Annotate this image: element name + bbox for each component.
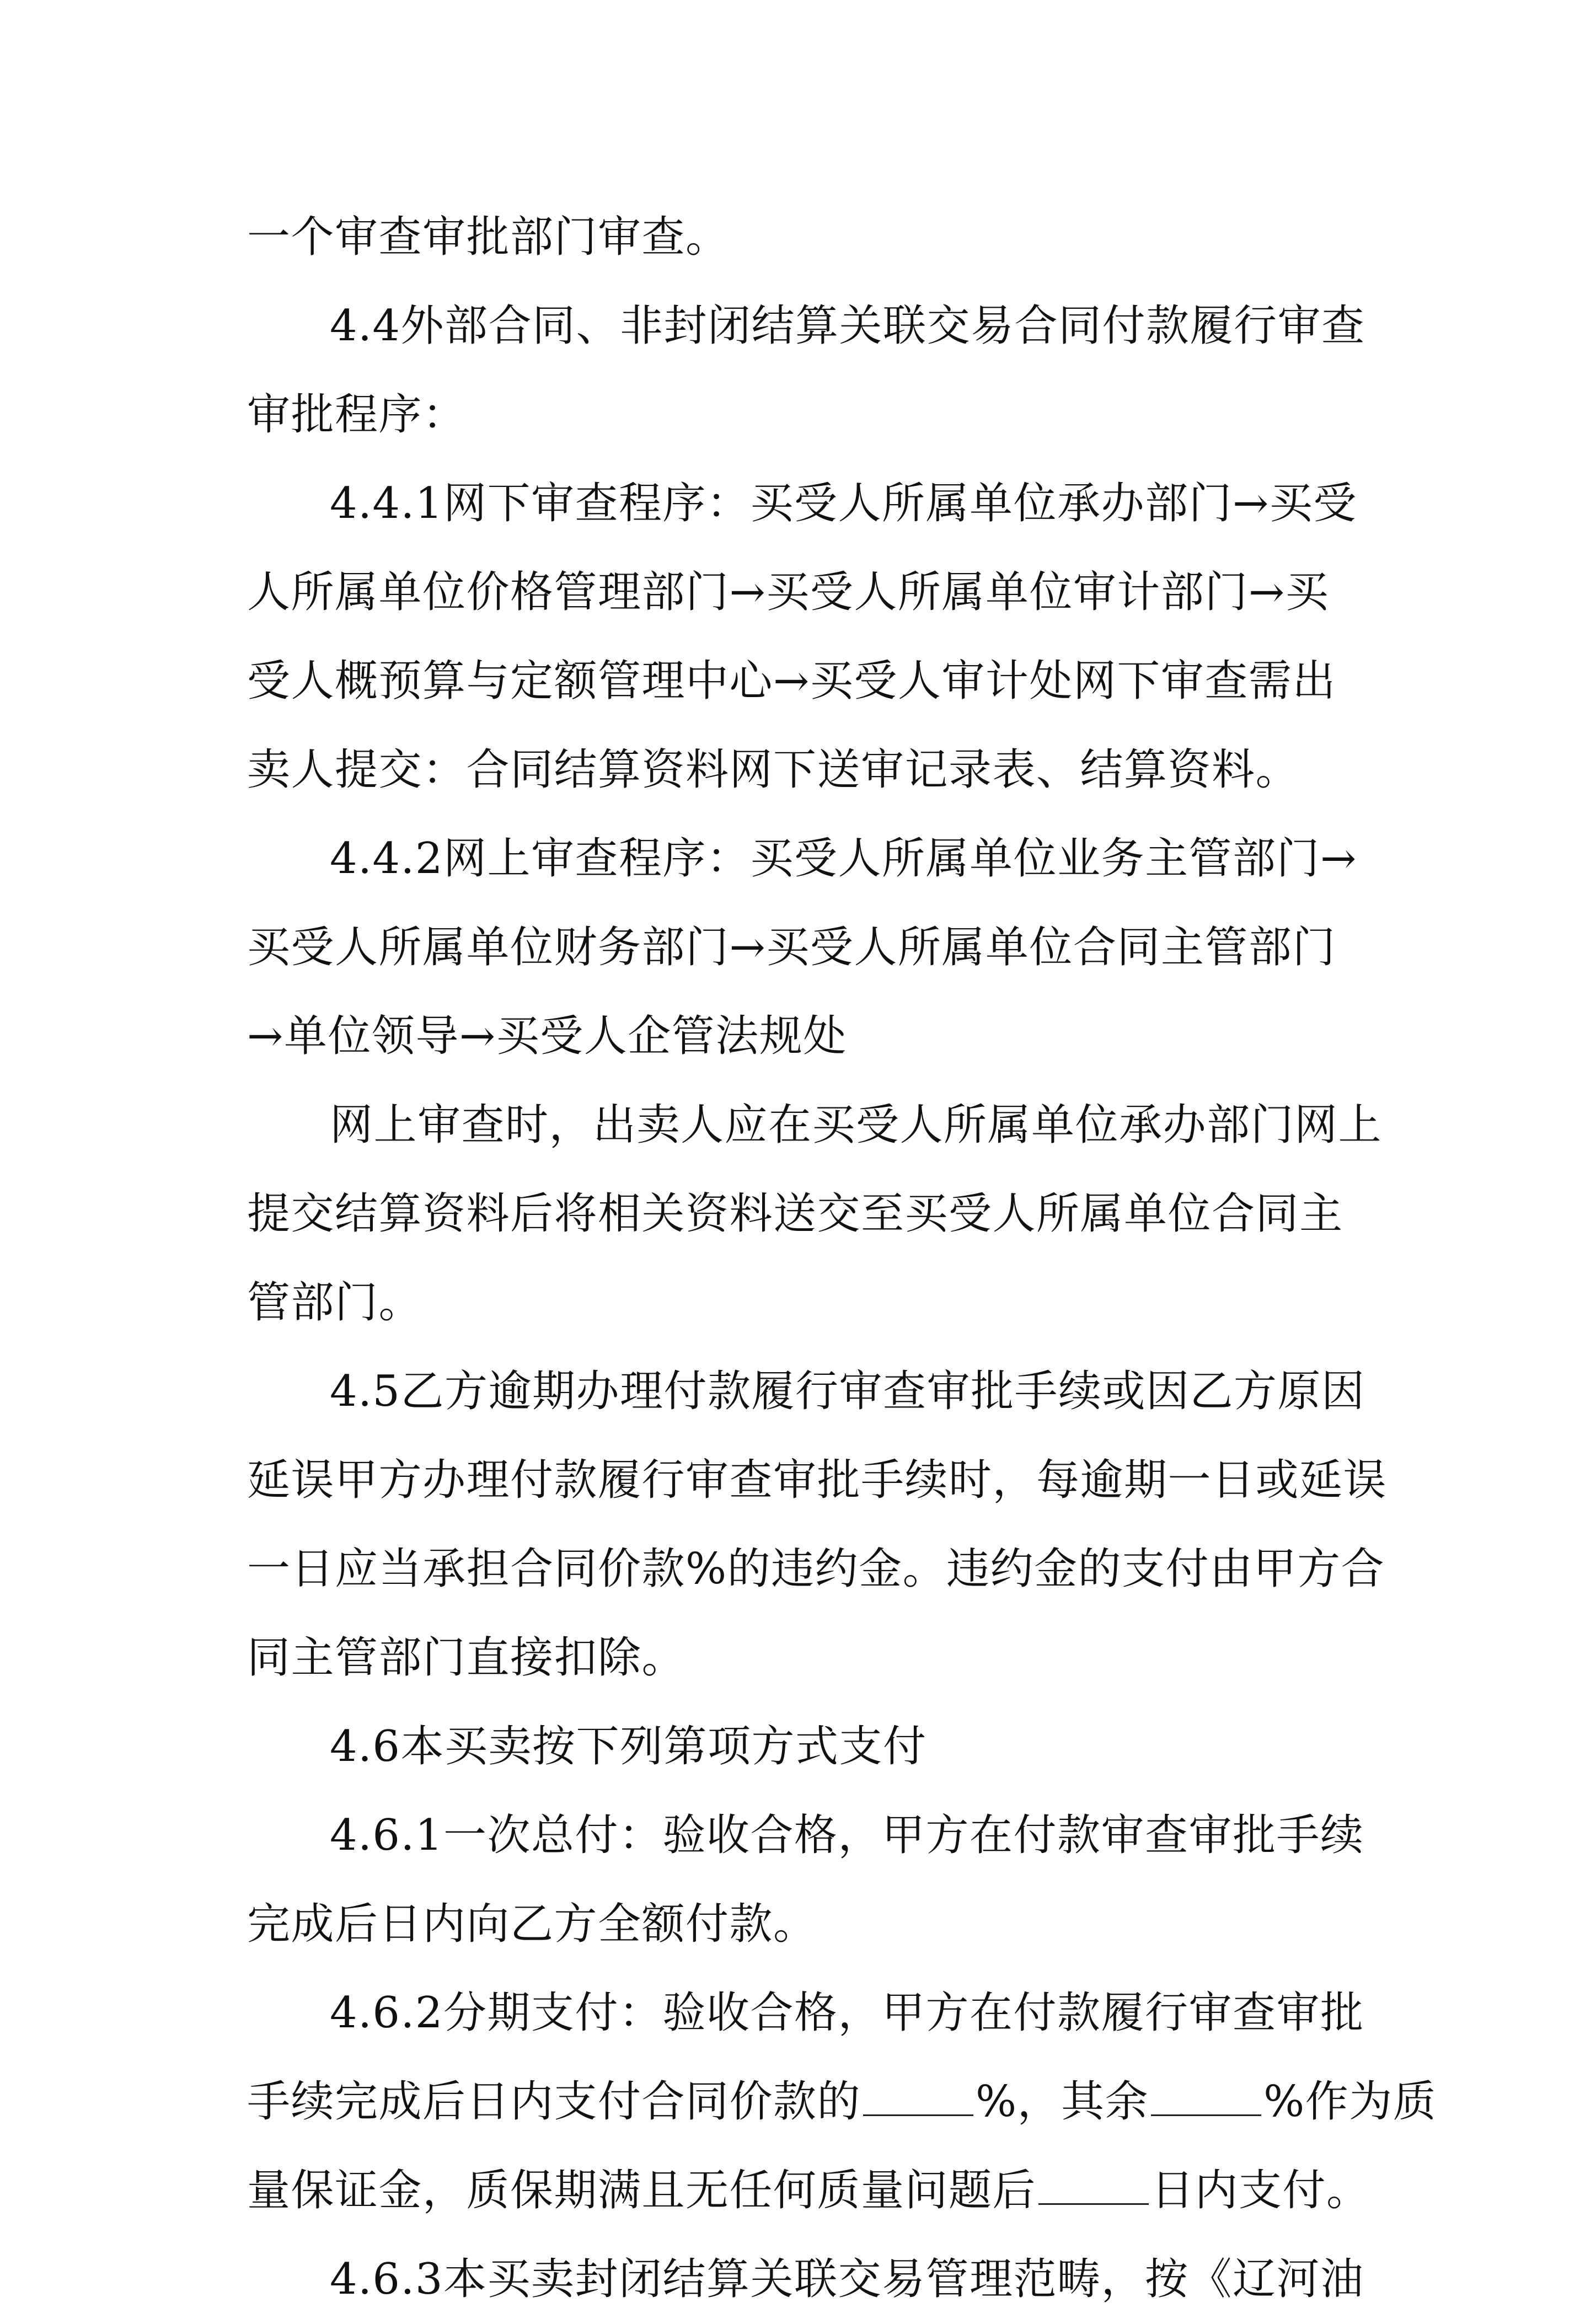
line-15 (247, 1436, 1388, 1525)
line-22-middle: %，其余 (976, 2077, 1149, 2127)
line-16-text: 一日应当承担合同价款%的违约金。违约金的支付由甲方合 (247, 1544, 1385, 1594)
line-9 (247, 903, 1356, 992)
line-7 (247, 726, 1356, 815)
line-22-before: 手续完成后日内支付合同价款的 (247, 2077, 861, 2127)
fill-blank-days[interactable] (1038, 2170, 1149, 2205)
line-9-text: 买受人所属单位财务部门→买受人所属单位合同主管部门 (247, 923, 1336, 972)
line-23 (247, 2146, 1370, 2235)
line-22-after: %作为质 (1263, 2077, 1437, 2127)
line-11 (247, 1081, 1383, 1170)
line-3 (247, 371, 1356, 459)
line-19-text: 4.6.1一次总付：验收合格，甲方在付款审查审批手续 (330, 1811, 1364, 1860)
fill-blank-percent-2[interactable] (1151, 2081, 1261, 2116)
line-10 (247, 992, 1356, 1081)
line-5-text: 人所属单位价格管理部门→买受人所属单位审计部门→买 (247, 567, 1330, 617)
line-16 (247, 1525, 1385, 1614)
line-20-text: 完成后日内向乙方全额付款。 (247, 1899, 817, 1949)
line-5 (247, 548, 1356, 637)
line-21 (247, 1969, 1364, 2058)
line-24 (247, 2235, 1364, 2324)
line-1 (247, 193, 1356, 282)
line-6 (247, 637, 1356, 726)
line-18 (247, 1702, 1356, 1791)
line-13 (247, 1259, 1356, 1347)
line-11-text: 网上审查时，出卖人应在买受人所属单位承办部门网上 (330, 1100, 1383, 1150)
line-8 (247, 815, 1356, 903)
line-24-text: 4.6.3本买卖封闭结算关联交易管理范畴，按《辽河油 (330, 2255, 1364, 2304)
document-page (247, 193, 1437, 2324)
line-23-after: 日内支付。 (1151, 2166, 1370, 2215)
line-1-text: 一个审查审批部门审查。 (247, 212, 730, 262)
line-23-before: 量保证金，质保期满且无任何质量问题后 (247, 2166, 1037, 2215)
line-12 (247, 1170, 1356, 1259)
line-12-text: 提交结算资料后将相关资料送交至买受人所属单位合同主 (247, 1189, 1343, 1239)
line-15-text: 延误甲方办理付款履行审查审批手续时，每逾期一日或延误 (247, 1455, 1388, 1505)
line-18-text: 4.6本买卖按下列第项方式支付 (330, 1722, 927, 1771)
line-4-text: 4.4.1网下审查程序：买受人所属单位承办部门→买受 (330, 479, 1357, 528)
line-21-text: 4.6.2分期支付：验收合格，甲方在付款履行审查审批 (330, 1988, 1364, 2038)
line-13-text: 管部门。 (247, 1278, 423, 1327)
line-17-text: 同主管部门直接扣除。 (247, 1633, 686, 1683)
line-14-text: 4.5乙方逾期办理付款履行审查审批手续或因乙方原因 (330, 1367, 1365, 1416)
line-2-text: 4.4外部合同、非封闭结算关联交易合同付款履行审查 (330, 301, 1365, 351)
fill-blank-percent-1[interactable] (863, 2081, 973, 2116)
line-19 (247, 1791, 1364, 1880)
line-10-text: →单位领导→买受人企管法规处 (247, 1011, 847, 1061)
line-7-text: 卖人提交：合同结算资料网下送审记录表、结算资料。 (247, 745, 1300, 795)
line-22 (247, 2058, 1437, 2146)
line-3-text: 审批程序： (247, 390, 467, 440)
line-4 (247, 459, 1356, 548)
line-2 (247, 282, 1365, 371)
line-8-text: 4.4.2网上审查程序：买受人所属单位业务主管部门→ (330, 834, 1357, 883)
line-17 (247, 1614, 1356, 1702)
line-20 (247, 1880, 1356, 1969)
line-14 (247, 1347, 1365, 1436)
line-6-text: 受人概预算与定额管理中心→买受人审计处网下审查需出 (247, 656, 1336, 706)
